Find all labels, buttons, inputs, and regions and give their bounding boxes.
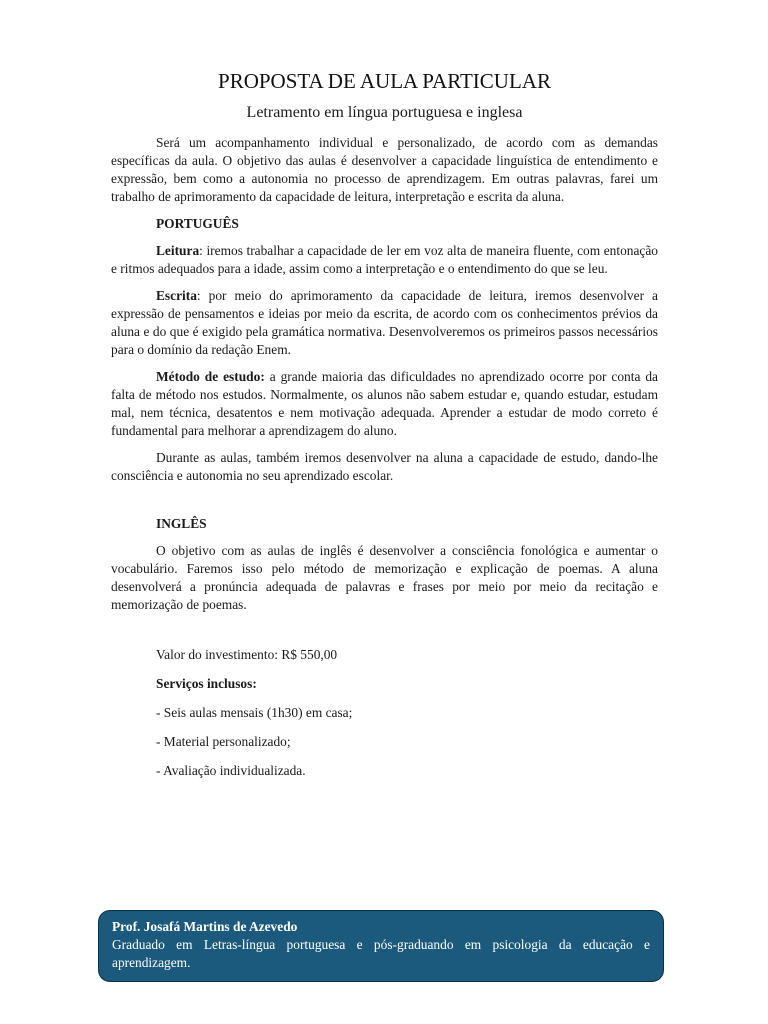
section-heading-ingles: INGLÊS <box>156 516 207 531</box>
metodo-paragraph <box>111 368 658 440</box>
leitura-text: : iremos trabalhar a capacidade de ler em voz alta de maneira fluente, com entonação e ritmos adequados para a idade, assim como a interpretação e o entendimento do que se leu. <box>111 243 658 276</box>
service-item: - Avaliação individualizada. <box>156 763 306 778</box>
escrita-text: : por meio do aprimoramento da capacidade de leitura, iremos desenvolver a expressão de pensamentos e ideias por meio da escrita, de acordo com os conhecimentos prévios da aluna e do que é exigido pela gramática normativa. Desenvolveremos os primeiros passos necessários para o domínio da redação Enem. <box>111 288 658 357</box>
escrita-term: Escrita <box>156 288 197 303</box>
section-heading-portugues: PORTUGUÊS <box>156 216 239 231</box>
author-footer-box <box>98 910 664 982</box>
services-title: Serviços inclusos: <box>156 676 257 691</box>
service-item: - Seis aulas mensais (1h30) em casa; <box>156 705 353 720</box>
document-body <box>111 66 658 791</box>
intro-paragraph: Será um acompanhamento individual e personalizado, de acordo com as demandas específicas da aula. O objetivo das aulas é desenvolver a capacidade linguística de entendimento e expressão, bem como a autonomia no processo de aprendizagem. Em outras palavras, farei um trabalho de aprimoramento da capacidade de leitura, interpretação e escrita da aluna. <box>111 135 658 204</box>
metodo-text: a grande maioria das dificuldades no aprendizado ocorre por conta da falta de método nos estudos. Normalmente, os alunos não sabem estudar e, quando estudar, estudam mal, nem técnica, desatentos e nem motivação adequada. Aprender a estudar de modo correto é fundamental para melhorar a aprendizagem do aluno. <box>111 369 658 438</box>
page-subtitle: Letramento em língua portuguesa e inglesa <box>246 104 523 121</box>
escrita-paragraph <box>111 287 658 359</box>
leitura-term: Leitura <box>156 243 200 258</box>
service-item: - Material personalizado; <box>156 734 291 749</box>
metodo-term: Método de estudo: <box>156 369 265 384</box>
author-description: Graduado em Letras-língua portuguesa e pós-graduando em psicologia da educação e aprendizagem. <box>112 937 650 970</box>
leitura-paragraph <box>111 242 658 278</box>
page-title: PROPOSTA DE AULA PARTICULAR <box>218 69 551 93</box>
investment-value: Valor do investimento: R$ 550,00 <box>156 647 338 662</box>
author-name: Prof. Josafá Martins de Azevedo <box>112 919 298 934</box>
ingles-paragraph: O objetivo com as aulas de inglês é desenvolver a consciência fonológica e aumentar o vocabulário. Faremos isso pelo método de memorização e explicação de poemas. A aluna desenvolverá a pronúncia adequada de palavras e frases por meio por meio da recitação e memorização de poemas. <box>111 543 658 612</box>
durante-paragraph: Durante as aulas, também iremos desenvolver na aluna a capacidade de estudo, dando-lhe consciência e autonomia no seu aprendizado escolar. <box>111 450 658 483</box>
